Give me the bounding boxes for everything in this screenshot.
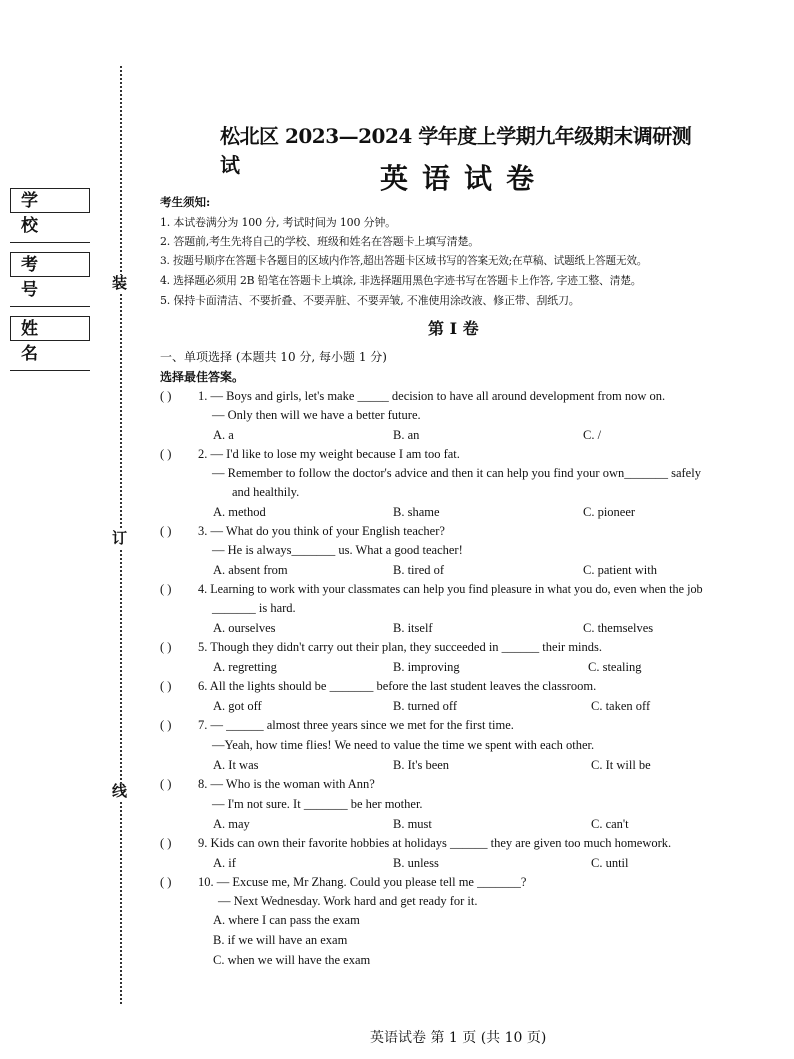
option-c: C. /: [583, 428, 602, 442]
binding-char-zhuang: 装: [112, 276, 128, 292]
question-line: — I'm not sure. It _______ be her mother.: [212, 797, 423, 811]
question-stem: 7. — ______ almost three years since we met for the first time.: [198, 718, 514, 732]
school-field-line[interactable]: [10, 242, 90, 243]
notice-block: [160, 193, 760, 310]
answer-blank[interactable]: ( ): [160, 777, 172, 791]
exam-subtitle: 松北区 2023—2024 学年度上学期九年级期末调研测试: [220, 124, 692, 177]
question-stem: 9. Kids can own their favorite hobbies at holidays ______ they are given too much homework.: [198, 836, 672, 850]
question-line: — He is always_______ us. What a good teacher!: [212, 543, 463, 557]
option-a: A. may: [213, 817, 250, 831]
question-line: —Yeah, how time flies! We need to value the time we spent with each other.: [212, 738, 595, 752]
binding-char-ding: 订: [112, 531, 128, 547]
option-c: C. when we will have the exam: [213, 953, 371, 967]
school-field-label: 学 校: [10, 188, 90, 213]
option-b: B. unless: [393, 856, 439, 870]
exam-number-field-line[interactable]: [10, 306, 90, 307]
option-c: C. pioneer: [583, 505, 636, 519]
question-line: — Only then will we have a better future.: [212, 408, 421, 422]
option-c: C. patient with: [583, 563, 657, 577]
part-title: 第 I 卷: [428, 319, 479, 338]
question-line: _______ is hard.: [212, 601, 296, 615]
option-a: A. ourselves: [213, 621, 276, 635]
option-a: A. regretting: [213, 660, 277, 674]
question-stem: 3. — What do you think of your English teacher?: [198, 524, 445, 538]
answer-blank[interactable]: ( ): [160, 640, 172, 654]
option-b: B. improving: [393, 660, 460, 674]
option-b: B. shame: [393, 505, 440, 519]
option-b: B. turned off: [393, 699, 457, 713]
exam-number-field-label: 考 号: [10, 252, 90, 277]
question-line: — Remember to follow the doctor's advice and then it can help you find your own_______ safely: [212, 466, 701, 480]
answer-blank[interactable]: ( ): [160, 447, 172, 461]
option-c: C. taken off: [591, 699, 651, 713]
answer-blank[interactable]: ( ): [160, 718, 172, 732]
section-heading: 一、单项选择 (本题共 10 分, 每小题 1 分): [160, 350, 387, 364]
option-a: A. absent from: [213, 563, 288, 577]
question-stem: 2. — I'd like to lose my weight because I am too fat.: [198, 447, 460, 461]
exam-title: 英语试卷: [380, 162, 549, 195]
option-b: B. It's been: [393, 758, 450, 772]
option-a: A. a: [213, 428, 234, 442]
option-c: C. can't: [591, 817, 629, 831]
answer-blank[interactable]: ( ): [160, 582, 172, 596]
name-field-line[interactable]: [10, 370, 90, 371]
option-a: A. if: [213, 856, 236, 870]
option-a: A. where I can pass the exam: [213, 913, 360, 927]
option-c: C. It will be: [591, 758, 651, 772]
option-a: A. It was: [213, 758, 259, 772]
notice-item: 3. 按题号顺序在答题卡各题目的区域内作答,超出答题卡区域书写的答案无效;在草稿、试题纸上答题无效。: [160, 254, 648, 267]
option-a: A. method: [213, 505, 266, 519]
option-b: B. tired of: [393, 563, 445, 577]
notice-item: 1. 本试卷满分为 100 分, 考试时间为 100 分钟。: [160, 215, 396, 229]
question-stem: 5. Though they didn't carry out their plan, they succeeded in ______ their minds.: [198, 640, 603, 654]
option-b: B. must: [393, 817, 432, 831]
section-instruction: 选择最佳答案。: [160, 370, 245, 384]
question-stem: 6. All the lights should be _______ before the last student leaves the classroom.: [198, 679, 597, 693]
option-b: B. itself: [393, 621, 433, 635]
page-footer: 英语试卷 第 1 页 (共 10 页): [370, 1030, 547, 1046]
option-c: C. until: [591, 856, 629, 870]
option-c: C. stealing: [588, 660, 642, 674]
notice-title: 考生须知:: [160, 195, 211, 209]
notice-item: 5. 保持卡面清洁、不要折叠、不要弄脏、不要弄皱, 不准使用涂改液、修正带、刮纸刀。: [160, 293, 580, 307]
option-b: B. if we will have an exam: [213, 933, 348, 947]
answer-blank[interactable]: ( ): [160, 836, 172, 850]
question-stem: 10. — Excuse me, Mr Zhang. Could you please tell me _______?: [198, 875, 527, 889]
question-stem: 8. — Who is the woman with Ann?: [198, 777, 375, 791]
question-line: and healthily.: [232, 485, 300, 499]
option-a: A. got off: [213, 699, 262, 713]
notice-item: 2. 答题前,考生先将自己的学校、班级和姓名在答题卡上填写清楚。: [160, 235, 480, 248]
option-b: B. an: [393, 428, 420, 442]
answer-blank[interactable]: ( ): [160, 389, 172, 403]
question-stem: 1. — Boys and girls, let's make _____ decision to have all around development from now on.: [198, 389, 666, 403]
notice-item: 4. 选择题必须用 2B 铅笔在答题卡上填涂, 非选择题用黑色字迹书写在答题卡上作答, 字迹工整、清楚。: [160, 274, 642, 287]
option-c: C. themselves: [583, 621, 654, 635]
answer-blank[interactable]: ( ): [160, 679, 172, 693]
binding-char-xian: 线: [112, 784, 128, 800]
question-stem: 4. Learning to work with your classmates can help you find pleasure in what you do, even when the job: [198, 582, 703, 596]
answer-blank[interactable]: ( ): [160, 875, 172, 889]
name-field-label: 姓 名: [10, 316, 90, 341]
answer-blank[interactable]: ( ): [160, 524, 172, 538]
question-line: — Next Wednesday. Work hard and get ready for it.: [218, 894, 478, 908]
